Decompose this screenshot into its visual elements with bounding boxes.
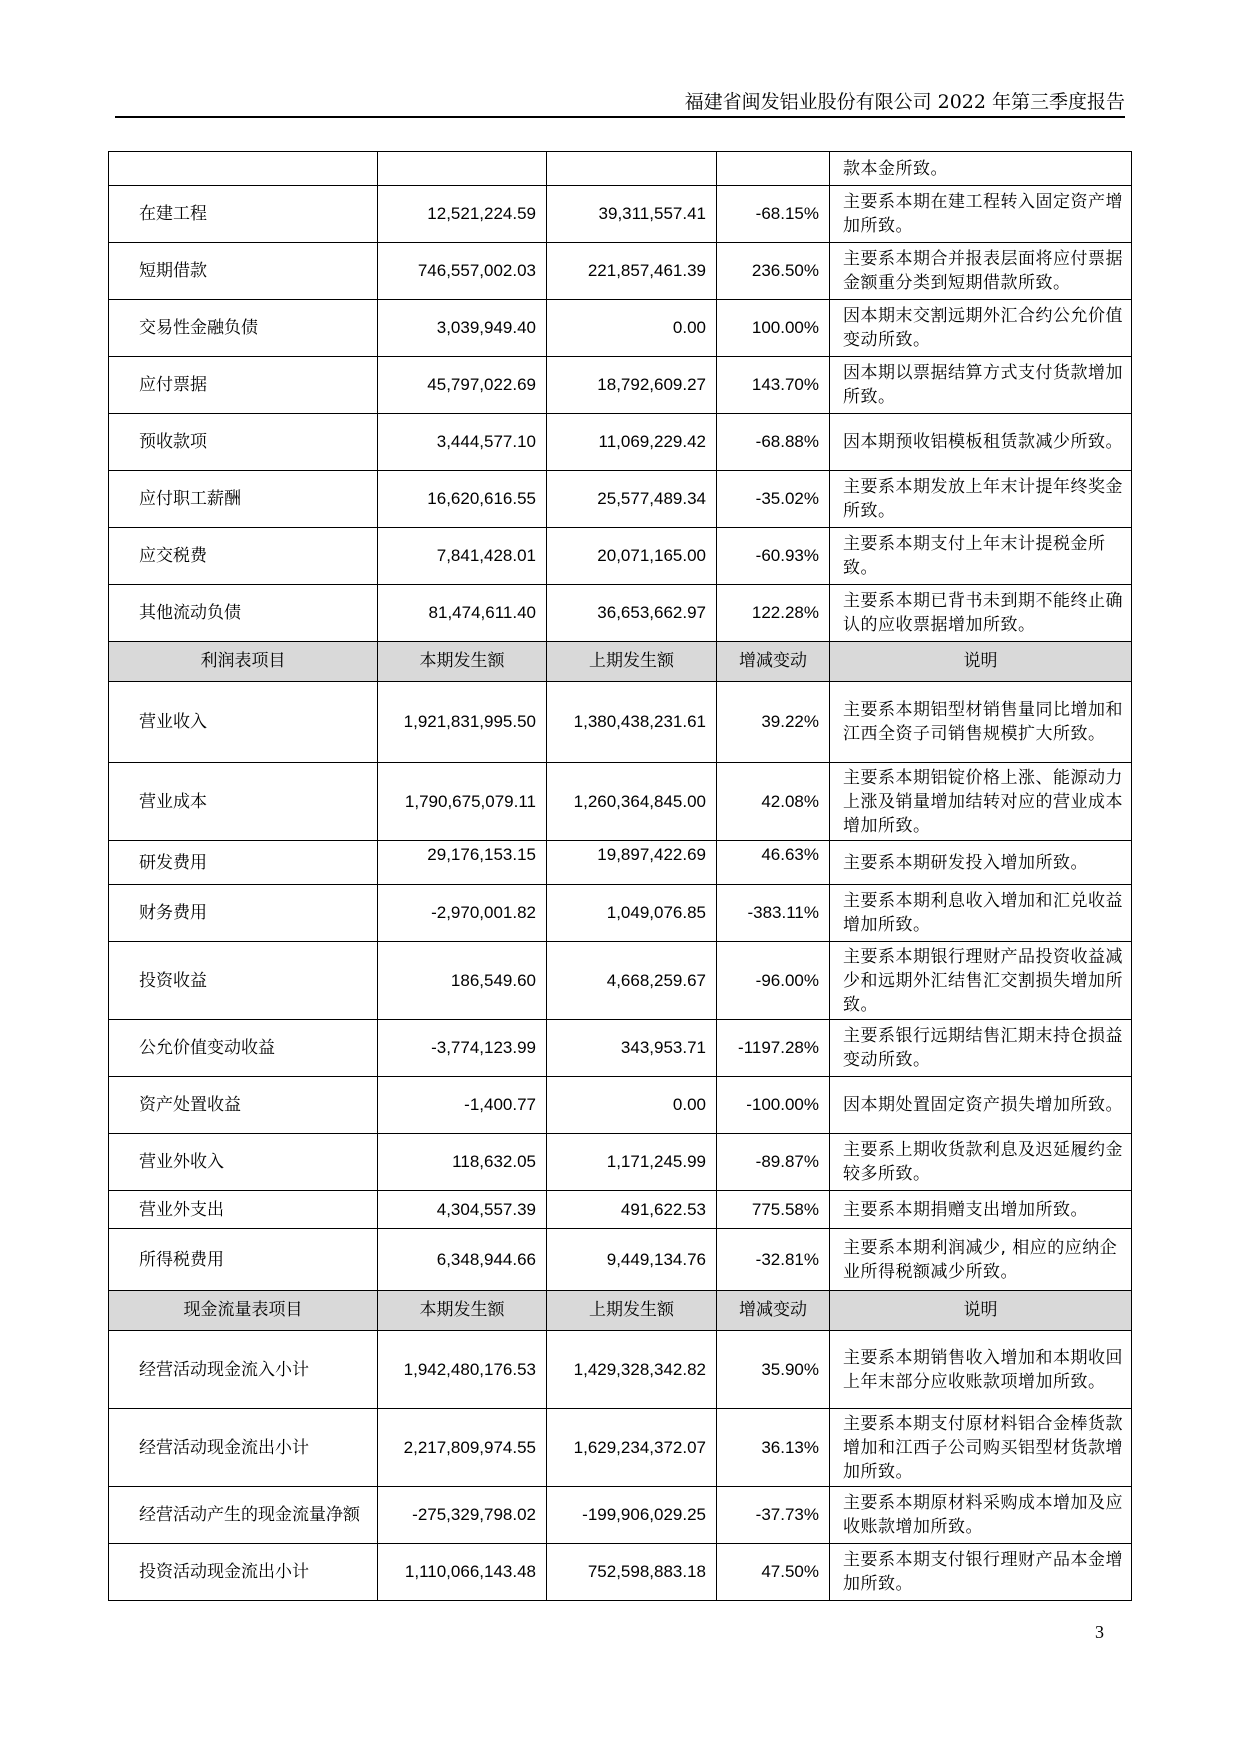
previous-cell: 752,598,883.18: [547, 1544, 717, 1601]
current-cell: 81,474,611.40: [378, 585, 547, 642]
item-cell: 营业外收入: [109, 1134, 378, 1191]
previous-cell: 1,380,438,231.61: [547, 682, 717, 763]
note-cell: 主要系本期研发投入增加所致。: [830, 841, 1132, 885]
previous-cell: 1,429,328,342.82: [547, 1331, 717, 1409]
current-cell: 3,039,949.40: [378, 300, 547, 357]
change-cell: 39.22%: [717, 682, 830, 763]
table-row: [109, 1409, 1132, 1487]
item-cell: 投资活动现金流出小计: [109, 1544, 378, 1601]
previous-cell: 36,653,662.97: [547, 585, 717, 642]
cash-header-note: 说明: [830, 1291, 1132, 1331]
note-cell: 主要系本期捐赠支出增加所致。: [830, 1191, 1132, 1229]
note-cell: 因本期处置固定资产损失增加所致。: [830, 1077, 1132, 1134]
current-cell: 12,521,224.59: [378, 186, 547, 243]
current-cell: 186,549.60: [378, 942, 547, 1020]
note-cell: 主要系本期在建工程转入固定资产增加所致。: [830, 186, 1132, 243]
current-cell: 7,841,428.01: [378, 528, 547, 585]
change-cell: -35.02%: [717, 471, 830, 528]
item-cell: 经营活动产生的现金流量净额: [109, 1487, 378, 1544]
change-cell: -89.87%: [717, 1134, 830, 1191]
header-rule: [115, 116, 1125, 118]
note-cell: 主要系本期支付上年末计提税金所致。: [830, 528, 1132, 585]
table-row: [109, 1077, 1132, 1134]
table-row: [109, 682, 1132, 763]
previous-cell: 1,171,245.99: [547, 1134, 717, 1191]
current-cell: 4,304,557.39: [378, 1191, 547, 1229]
previous-cell: 1,260,364,845.00: [547, 763, 717, 841]
change-cell: -100.00%: [717, 1077, 830, 1134]
note-cell: 主要系本期铝锭价格上涨、能源动力上涨及销量增加结转对应的营业成本增加所致。: [830, 763, 1132, 841]
item-cell: 营业成本: [109, 763, 378, 841]
income-header-item: 利润表项目: [109, 642, 378, 682]
previous-cell: 0.00: [547, 1077, 717, 1134]
note-cell: 主要系本期利息收入增加和汇兑收益增加所致。: [830, 885, 1132, 942]
item-cell: 研发费用: [109, 841, 378, 885]
financial-change-table: [108, 151, 1132, 1601]
table-row: [109, 152, 1132, 186]
item-cell: 经营活动现金流入小计: [109, 1331, 378, 1409]
table-row: [109, 841, 1132, 885]
previous-cell: -199,906,029.25: [547, 1487, 717, 1544]
change-cell: 775.58%: [717, 1191, 830, 1229]
change-cell: -96.00%: [717, 942, 830, 1020]
current-cell: -1,400.77: [378, 1077, 547, 1134]
table-row: [109, 1544, 1132, 1601]
change-cell: 47.50%: [717, 1544, 830, 1601]
previous-cell: 19,897,422.69: [547, 841, 717, 885]
current-cell: 1,921,831,995.50: [378, 682, 547, 763]
current-cell: 45,797,022.69: [378, 357, 547, 414]
table-row: [109, 243, 1132, 300]
income-section-header: [109, 642, 1132, 682]
change-cell: -68.88%: [717, 414, 830, 471]
item-cell: 在建工程: [109, 186, 378, 243]
table-row: [109, 1191, 1132, 1229]
current-cell: [378, 152, 547, 186]
item-cell: 其他流动负债: [109, 585, 378, 642]
current-cell: -275,329,798.02: [378, 1487, 547, 1544]
item-cell: 应付票据: [109, 357, 378, 414]
change-cell: -1197.28%: [717, 1020, 830, 1077]
change-cell: [717, 152, 830, 186]
previous-cell: 11,069,229.42: [547, 414, 717, 471]
current-cell: 746,557,002.03: [378, 243, 547, 300]
change-cell: 35.90%: [717, 1331, 830, 1409]
change-cell: 42.08%: [717, 763, 830, 841]
change-cell: -37.73%: [717, 1487, 830, 1544]
item-cell: 经营活动现金流出小计: [109, 1409, 378, 1487]
current-cell: 29,176,153.15: [378, 841, 547, 885]
previous-cell: 221,857,461.39: [547, 243, 717, 300]
item-cell: 营业外支出: [109, 1191, 378, 1229]
note-cell: 主要系本期合并报表层面将应付票据金额重分类到短期借款所致。: [830, 243, 1132, 300]
item-cell: 应交税费: [109, 528, 378, 585]
table-row: [109, 414, 1132, 471]
previous-cell: 1,049,076.85: [547, 885, 717, 942]
note-cell: 主要系本期原材料采购成本增加及应收账款增加所致。: [830, 1487, 1132, 1544]
page-header-title: 福建省闽发铝业股份有限公司 2022 年第三季度报告: [684, 91, 1125, 113]
change-cell: -383.11%: [717, 885, 830, 942]
note-cell: 主要系本期支付银行理财产品本金增加所致。: [830, 1544, 1132, 1601]
table-row: [109, 1229, 1132, 1291]
table-row: [109, 471, 1132, 528]
cash-header-current: 本期发生额: [378, 1291, 547, 1331]
income-header-change: 增减变动: [717, 642, 830, 682]
item-cell: [109, 152, 378, 186]
income-header-note: 说明: [830, 642, 1132, 682]
item-cell: 短期借款: [109, 243, 378, 300]
income-header-current: 本期发生额: [378, 642, 547, 682]
change-cell: 36.13%: [717, 1409, 830, 1487]
current-cell: 1,942,480,176.53: [378, 1331, 547, 1409]
table-row: [109, 885, 1132, 942]
previous-cell: 25,577,489.34: [547, 471, 717, 528]
note-cell: 主要系本期银行理财产品投资收益减少和远期外汇结售汇交割损失增加所致。: [830, 942, 1132, 1020]
previous-cell: 491,622.53: [547, 1191, 717, 1229]
item-cell: 预收款项: [109, 414, 378, 471]
page-number: 3: [1095, 1622, 1104, 1642]
previous-cell: [547, 152, 717, 186]
current-cell: 2,217,809,974.55: [378, 1409, 547, 1487]
note-cell: 款本金所致。: [830, 152, 1132, 186]
item-cell: 交易性金融负债: [109, 300, 378, 357]
change-cell: 236.50%: [717, 243, 830, 300]
previous-cell: 0.00: [547, 300, 717, 357]
table-row: [109, 942, 1132, 1020]
note-cell: 主要系本期支付原材料铝合金棒货款增加和江西子公司购买铝型材货款增加所致。: [830, 1409, 1132, 1487]
previous-cell: 343,953.71: [547, 1020, 717, 1077]
current-cell: 1,110,066,143.48: [378, 1544, 547, 1601]
change-cell: 143.70%: [717, 357, 830, 414]
change-cell: 122.28%: [717, 585, 830, 642]
table-row: [109, 186, 1132, 243]
table-row: [109, 1020, 1132, 1077]
current-cell: 16,620,616.55: [378, 471, 547, 528]
item-cell: 所得税费用: [109, 1229, 378, 1291]
note-cell: 主要系银行远期结售汇期末持仓损益变动所致。: [830, 1020, 1132, 1077]
previous-cell: 1,629,234,372.07: [547, 1409, 717, 1487]
item-cell: 应付职工薪酬: [109, 471, 378, 528]
cash-header-change: 增减变动: [717, 1291, 830, 1331]
table-row: [109, 357, 1132, 414]
income-header-previous: 上期发生额: [547, 642, 717, 682]
note-cell: 主要系本期铝型材销售量同比增加和江西全资子司销售规模扩大所致。: [830, 682, 1132, 763]
table-row: [109, 763, 1132, 841]
current-cell: 6,348,944.66: [378, 1229, 547, 1291]
item-cell: 营业收入: [109, 682, 378, 763]
change-cell: -68.15%: [717, 186, 830, 243]
note-cell: 因本期末交割远期外汇合约公允价值变动所致。: [830, 300, 1132, 357]
table-row: [109, 300, 1132, 357]
note-cell: 主要系本期发放上年末计提年终奖金所致。: [830, 471, 1132, 528]
table-row: [109, 1331, 1132, 1409]
current-cell: -3,774,123.99: [378, 1020, 547, 1077]
previous-cell: 18,792,609.27: [547, 357, 717, 414]
table-row: [109, 1134, 1132, 1191]
table-row: [109, 585, 1132, 642]
cash-header-previous: 上期发生额: [547, 1291, 717, 1331]
item-cell: 财务费用: [109, 885, 378, 942]
cash-header-item: 现金流量表项目: [109, 1291, 378, 1331]
current-cell: 118,632.05: [378, 1134, 547, 1191]
note-cell: 因本期预收铝模板租赁款减少所致。: [830, 414, 1132, 471]
change-cell: 100.00%: [717, 300, 830, 357]
current-cell: -2,970,001.82: [378, 885, 547, 942]
item-cell: 资产处置收益: [109, 1077, 378, 1134]
change-cell: -60.93%: [717, 528, 830, 585]
previous-cell: 4,668,259.67: [547, 942, 717, 1020]
current-cell: 3,444,577.10: [378, 414, 547, 471]
note-cell: 主要系本期利润减少, 相应的应纳企业所得税额减少所致。: [830, 1229, 1132, 1291]
previous-cell: 9,449,134.76: [547, 1229, 717, 1291]
table-row: [109, 1487, 1132, 1544]
change-cell: -32.81%: [717, 1229, 830, 1291]
note-cell: 因本期以票据结算方式支付货款增加所致。: [830, 357, 1132, 414]
note-cell: 主要系本期销售收入增加和本期收回上年末部分应收账款项增加所致。: [830, 1331, 1132, 1409]
current-cell: 1,790,675,079.11: [378, 763, 547, 841]
previous-cell: 20,071,165.00: [547, 528, 717, 585]
item-cell: 投资收益: [109, 942, 378, 1020]
previous-cell: 39,311,557.41: [547, 186, 717, 243]
note-cell: 主要系上期收货款利息及迟延履约金较多所致。: [830, 1134, 1132, 1191]
item-cell: 公允价值变动收益: [109, 1020, 378, 1077]
cashflow-section-header: [109, 1291, 1132, 1331]
note-cell: 主要系本期已背书未到期不能终止确认的应收票据增加所致。: [830, 585, 1132, 642]
change-cell: 46.63%: [717, 841, 830, 885]
table-row: [109, 528, 1132, 585]
